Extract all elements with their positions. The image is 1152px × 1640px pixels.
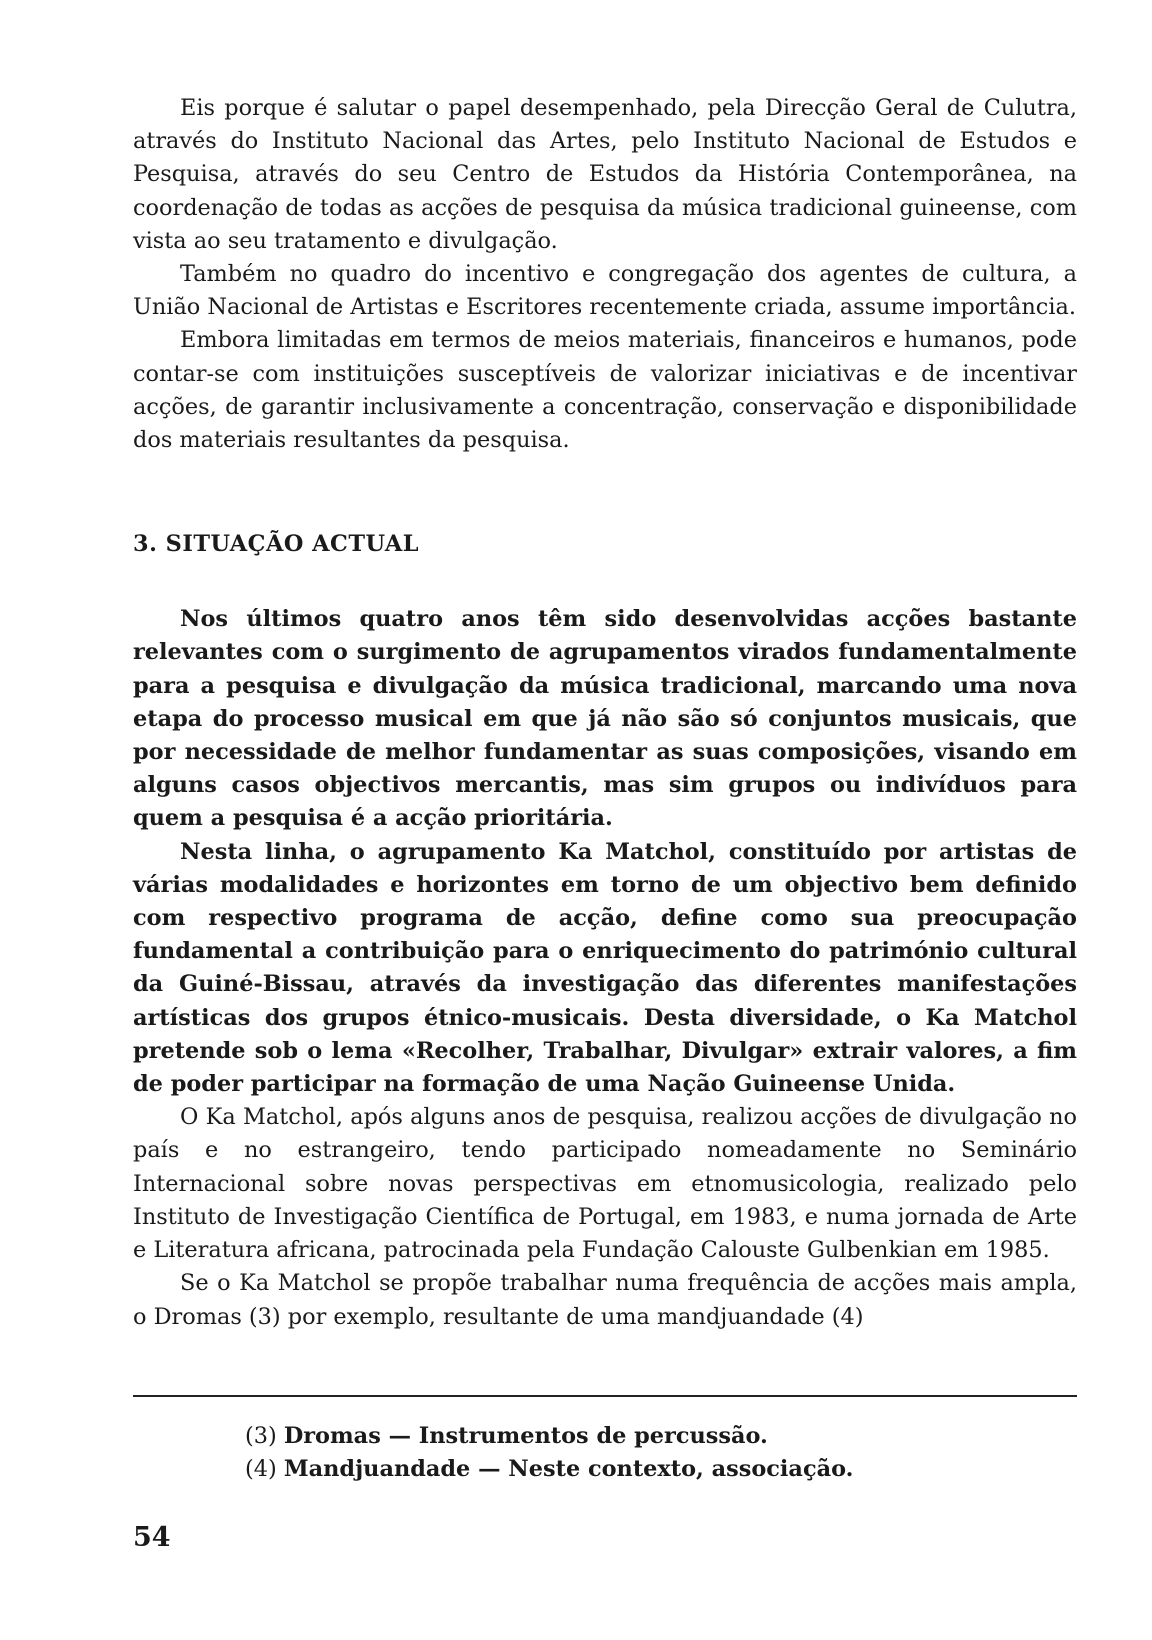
paragraph-ka-matchol-linha: Nesta linha, o agrupamento Ka Matchol, constituído por artistas de várias modalidades e horizontes em torno de um objectivo bem definido com respectivo programa de acção, define como sua preocupação fundamental a contribuição para o enriquecimento do património cultural da Guiné-Bissau, através da investigação das diferentes manifestações artísticas dos grupos étnico-musicais. Desta diversidade, o Ka Matchol pretende sob o lema «Recolher, Trabalhar, Divulgar» extrair valores, a fim de poder participar na formação de uma Nação Guineense Unida. (133, 838, 1077, 1098)
footnote-text: Mandjuandade — Neste contexto, associação. (283, 1456, 854, 1482)
heading-spacer (133, 561, 1077, 603)
paragraph-dromas: Se o Ka Matchol se propõe trabalhar numa frequência de acções mais ampla, o Dromas (3) por exemplo, resultante de uma mandjuandade (4) (133, 1270, 1077, 1330)
footnote-number: (3) (245, 1423, 277, 1449)
paragraph-ka-matchol-divulgacao: O Ka Matchol, após alguns anos de pesquisa, realizou acções de divulgação no país e no estrangeiro, tendo participado nomeadamente no Seminário Internacional sobre novas perspectivas em etnomusicologia, realizado pelo Instituto de Investigação Científica de Portugal, em 1983, e numa jornada de Arte e Literatura africana, patrocinada pela Fundação Calouste Gulbenkian em 1985. (133, 1104, 1077, 1264)
footnote-4 (245, 1453, 1045, 1486)
footnote-text: Dromas — Instrumentos de percussão. (283, 1423, 768, 1449)
paragraph-direccao-geral: Eis porque é salutar o papel desempenhado, pela Direcção Geral de Culutra, através do Instituto Nacional das Artes, pelo Instituto Nacional de Estudos e Pesquisa, através do seu Centro de Estudos da História Contemporânea, na coordenação de todas as acções de pesquisa da música tradicional guineense, com vista ao seu tratamento e divulgação. (133, 95, 1077, 254)
footnote-number: (4) (245, 1456, 277, 1482)
footnote-3 (245, 1420, 1045, 1453)
document-page (133, 92, 1077, 1592)
section-spacer (133, 457, 1077, 528)
page-number: 54 (133, 1522, 171, 1553)
paragraph-meios-materiais: Embora limitadas em termos de meios materiais, financeiros e humanos, pode contar-se com instituições susceptíveis de valorizar iniciativas e de incentivar acções, de garantir inclusivamente a concentração, conservação e disponibilidade dos materiais resultantes da pesquisa. (133, 327, 1077, 454)
paragraph-ultimos-anos: Nos últimos quatro anos têm sido desenvolvidas acções bastante relevantes com o surgimento de agrupamentos virados fundamentalmente para a pesquisa e divulgação da música tradicional, marcando uma nova etapa do processo musical em que já não são só conjuntos musicais, que por necessidade de melhor fundamentar as suas composições, visando em alguns casos objectivos mercantis, mas sim grupos ou indivíduos para quem a pesquisa é a acção prioritária. (133, 606, 1077, 832)
footnotes (245, 1420, 1045, 1486)
paragraph-uniao-nacional: Também no quadro do incentivo e congregação dos agentes de cultura, a União Nacional de Artistas e Escritores recentemente criada, assume importância. (133, 261, 1077, 321)
footnote-divider (133, 1395, 1077, 1397)
section-heading: 3. SITUAÇÃO ACTUAL (133, 531, 419, 558)
